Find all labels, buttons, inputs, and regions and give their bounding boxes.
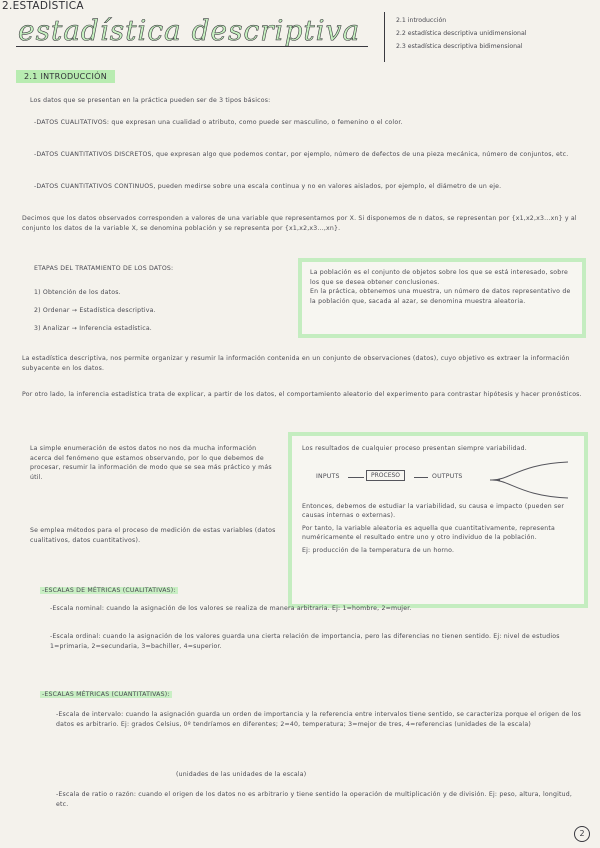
variability-box xyxy=(288,432,588,608)
quantitative-scales-heading xyxy=(40,690,300,700)
section-heading: 2.1 INTRODUCCIÓN xyxy=(16,70,115,83)
distribution-curve-icon xyxy=(490,460,570,500)
toc-item: 2.2 estadística descriptiva unidimensional xyxy=(396,30,527,37)
outputs-label: OUTPUTS xyxy=(432,472,463,480)
population-definition: La población es el conjunto de objetos sobre los que se está interesado, sobre los que se desea obtener conclusiones. xyxy=(310,269,568,286)
page-number: 2 xyxy=(574,826,590,842)
variability-cause: Entonces, debemos de estudiar la variabilidad, su causa e impacto (pueden ser causas internas o externas). xyxy=(302,502,565,519)
intro-text: Los datos que se presentan en la práctica pueden ser de 3 tipos básicos: xyxy=(30,97,271,104)
title-underline xyxy=(16,46,368,47)
stages-heading: ETAPAS DEL TRATAMIENTO DE LOS DATOS: xyxy=(34,265,174,272)
data-type-qualitative: -DATOS CUALITATIVOS: que expresan una cualidad o atributo, como puede ser masculino, o femenino o el color. xyxy=(34,119,403,126)
stage-item: 3) Analizar → Inferencia estadística. xyxy=(34,325,152,332)
inference-paragraph: Por otro lado, la inferencia estadística trata de explicar, a partir de los datos, el comportamiento aleatorio del experimento para contrastar hipótesis y hacer pronósticos. xyxy=(22,391,582,398)
interval-scale: -Escala de intervalo: cuando la asignación guarda un orden de importancia y la referencia entre intervalos tiene sentido, se caracteriza porque el origen de los datos es arbitrario. Ej: grados Celsius, 0º tendríamos en diferentes; 2=40, temperatura; 3=mejor de tres, 4=referencias (unidades de la escala) xyxy=(56,711,582,728)
population-box xyxy=(298,258,586,338)
page-title: estadística descriptiva xyxy=(18,14,361,47)
qualitative-scales-heading xyxy=(40,586,280,596)
data-type-continuous: -DATOS CUANTITATIVOS CONTINUOS, pueden medirse sobre una escala continua y no en valores aislados, por ejemplo, el diámetro de un eje. xyxy=(34,183,502,190)
enumeration-note: La simple enumeración de estos datos no nos da mucha información acerca del fenómeno que estamos observando, por lo que debemos de procesar, resumir la información de modo que se sea más práctico y más útil. xyxy=(30,445,272,481)
random-variable-example: Ej: producción de la temperatura de un horno. xyxy=(302,546,455,554)
process-diagram xyxy=(302,458,574,502)
table-of-contents xyxy=(396,14,596,53)
interval-scale-units: (unidades de las unidades de la escala) xyxy=(176,771,307,778)
toc-item: 2.1 introducción xyxy=(396,17,447,24)
toc-item: 2.3 estadística descriptiva bidimensional xyxy=(396,43,523,50)
quantitative-scales-label: -ESCALAS MÉTRICAS (CUANTITATIVAS): xyxy=(42,691,170,698)
variability-text: Los resultados de cualquier proceso presentan siempre variabilidad. xyxy=(302,445,527,452)
qualitative-scales-label: -ESCALAS DE MÉTRICAS (CUALITATIVAS): xyxy=(42,587,176,594)
inputs-label: INPUTS xyxy=(316,472,340,480)
stage-item: 1) Obtención de los datos. xyxy=(34,289,121,296)
process-box: PROCESO xyxy=(366,470,405,481)
arrow-line xyxy=(414,477,428,478)
data-type-discrete: -DATOS CUANTITATIVOS DISCRETOS, que expresan algo que podemos contar, por ejemplo, número de defectos de una pieza mecánica, número de conjuntos, etc. xyxy=(34,151,569,158)
sample-definition: En la práctica, obtenemos una muestra, un número de datos representativo de la población que, sacada al azar, se denomina muestra aleatoria. xyxy=(310,288,571,305)
measurement-note: Se emplea métodos para el proceso de medición de estas variables (datos cualitativos, datos cuantitativos). xyxy=(30,527,276,544)
nominal-scale: -Escala nominal: cuando la asignación de los valores se realiza de manera arbitraria. Ej: 1=hombre, 2=mujer. xyxy=(50,605,412,612)
stage-item: 2) Ordenar → Estadística descriptiva. xyxy=(34,307,156,314)
arrow-line xyxy=(348,477,364,478)
random-variable-definition: Por tanto, la variable aleatoria es aquella que cuantitativamente, representa numéricamente el resultado entre uno y otro individuo de la población. xyxy=(302,524,555,541)
descriptive-paragraph: La estadística descriptiva, nos permite organizar y resumir la información contenida en un conjunto de observaciones (datos), cuyo objetivo es extraer la información subyacente en los datos. xyxy=(22,355,570,372)
ratio-scale: -Escala de ratio o razón: cuando el origen de los datos no es arbitrario y tiene sentido la operación de multiplicación y de división. Ej: peso, altura, longitud, etc. xyxy=(56,791,573,808)
chapter-label: 2.ESTADÍSTICA xyxy=(2,0,84,12)
sample-paragraph: Decimos que los datos observados corresponden a valores de una variable que representamos por X. Si disponemos de n datos, se representan por {x1,x2,x3...xn} y al conjunto los datos de la variable X, se denomina población y se representa por {x1,x2,x3...,xn}. xyxy=(22,215,577,232)
ordinal-scale: -Escala ordinal: cuando la asignación de los valores guarda una cierta relación de importancia, pero las diferencias no tienen sentido. Ej: nivel de estudios 1=primaria, 2=secundaria, 3=bachiller, 4=superior. xyxy=(50,633,560,650)
title-divider xyxy=(384,12,385,62)
